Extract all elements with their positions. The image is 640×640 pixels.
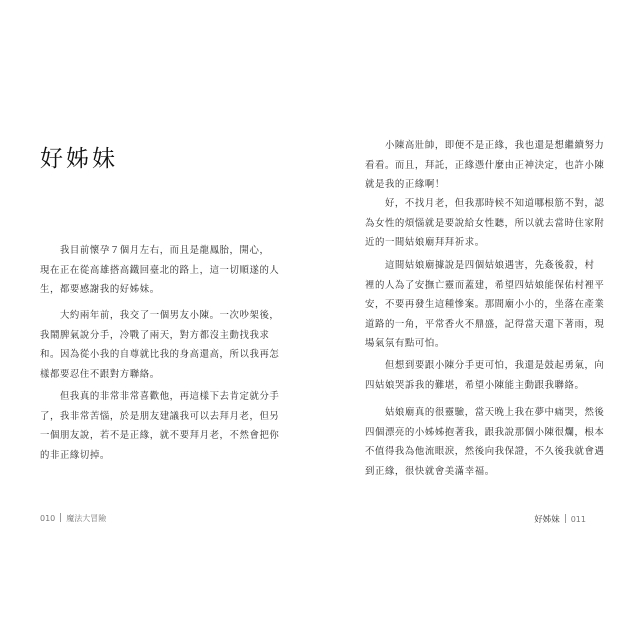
- text-line: 四姑娘哭訴我的難堪，希望小陳能主動跟我聯絡。: [365, 379, 585, 391]
- text-line: 現在正在從高雄搭高鐵回臺北的路上，這一切順遂的人: [40, 264, 280, 276]
- text-line: 小陳高壯帥，即便不是正緣，我也還是想繼續努力: [365, 140, 605, 151]
- text-line: 到正緣，很快就會美滿幸福。: [365, 465, 495, 477]
- text-line: 為女性的煩惱就是要說給女性聽，所以就去當時住家附: [365, 217, 605, 229]
- page-footer: [534, 513, 586, 525]
- footer-divider: [60, 513, 61, 522]
- text-line: 四個漂亮的小姊姊抱著我，跟我說那個小陳很爛，根本: [365, 426, 605, 438]
- text-line: 就是我的正緣啊！: [365, 179, 445, 190]
- page-number: 010: [40, 514, 56, 523]
- text-line: 看看。而且，拜託，正緣憑什麼由正神決定，也許小陳: [365, 159, 605, 171]
- paragraph: [40, 306, 279, 384]
- paragraph: [365, 136, 604, 195]
- text-line: 大約兩年前，我交了一個男友小陳。一次吵架後，: [40, 310, 280, 321]
- text-line: 一個朋友說，若不是正緣，就不要拜月老，不然會把你: [40, 430, 280, 441]
- page-footer: [40, 513, 106, 524]
- text-line: 和。因為從小我的自尊就比我的身高還高，所以我再怎: [40, 349, 280, 360]
- text-line: 但我真的非常非常喜歡他，再這樣下去肯定就分手: [40, 391, 280, 402]
- text-line: 了，我非常苦惱，於是朋友建議我可以去拜月老，但另: [40, 410, 280, 422]
- paragraph: [365, 256, 604, 354]
- footer-divider: [565, 514, 566, 523]
- text-line: 我目前懷孕７個月左右，而且是龍鳳胎，開心，: [40, 245, 270, 256]
- text-line: 但想到要跟小陳分手更可怕，我還是鼓起勇氣，向: [365, 360, 605, 371]
- text-line: 這間姑娘廟據說是四個姑娘遇害，先姦後殺，村: [365, 260, 595, 271]
- text-line: 我鬧脾氣說分手，冷戰了兩天，對方都沒主動找我求: [40, 329, 270, 341]
- text-line: 姑娘廟真的很靈驗，當天晚上我在夢中痛哭，然後: [365, 407, 605, 418]
- text-line: 裡的人為了安撫亡靈而蓋建，希望四姑娘能保佑村裡平: [365, 279, 605, 291]
- running-book-title: 好姊妹: [534, 515, 560, 525]
- text-line: 樣都要忍住不跟對方聯絡。: [40, 368, 160, 380]
- paragraph: [40, 387, 279, 465]
- paragraph: [365, 403, 604, 481]
- text-line: 場氣氛有點可怕。: [365, 338, 445, 349]
- chapter-title: 好姊妹: [40, 146, 118, 172]
- text-line: 道路的一角，平常香火不鼎盛，記得當天還下著雨，現: [365, 318, 605, 330]
- text-line: 不值得我為他流眼淚，然後向我保證，不久後我就會遇: [365, 446, 605, 457]
- text-line: 好，不找月老，但我那時候不知道哪根筋不對，認: [365, 198, 605, 209]
- paragraph: [365, 356, 604, 395]
- page-number: 011: [570, 515, 586, 524]
- paragraph: [40, 241, 279, 300]
- running-book-title: 魔法大冒險: [66, 514, 107, 523]
- right-page: [320, 0, 640, 640]
- text-line: 近的一間姑娘廟拜拜祈求。: [365, 237, 485, 248]
- text-line: 的非正緣切掉。: [40, 449, 110, 461]
- text-line: 生，都要感謝我的好姊妹。: [40, 284, 160, 295]
- text-line: 安，不要再發生這種慘案。那間廟小小的，坐落在產業: [365, 299, 605, 310]
- paragraph: [365, 194, 604, 253]
